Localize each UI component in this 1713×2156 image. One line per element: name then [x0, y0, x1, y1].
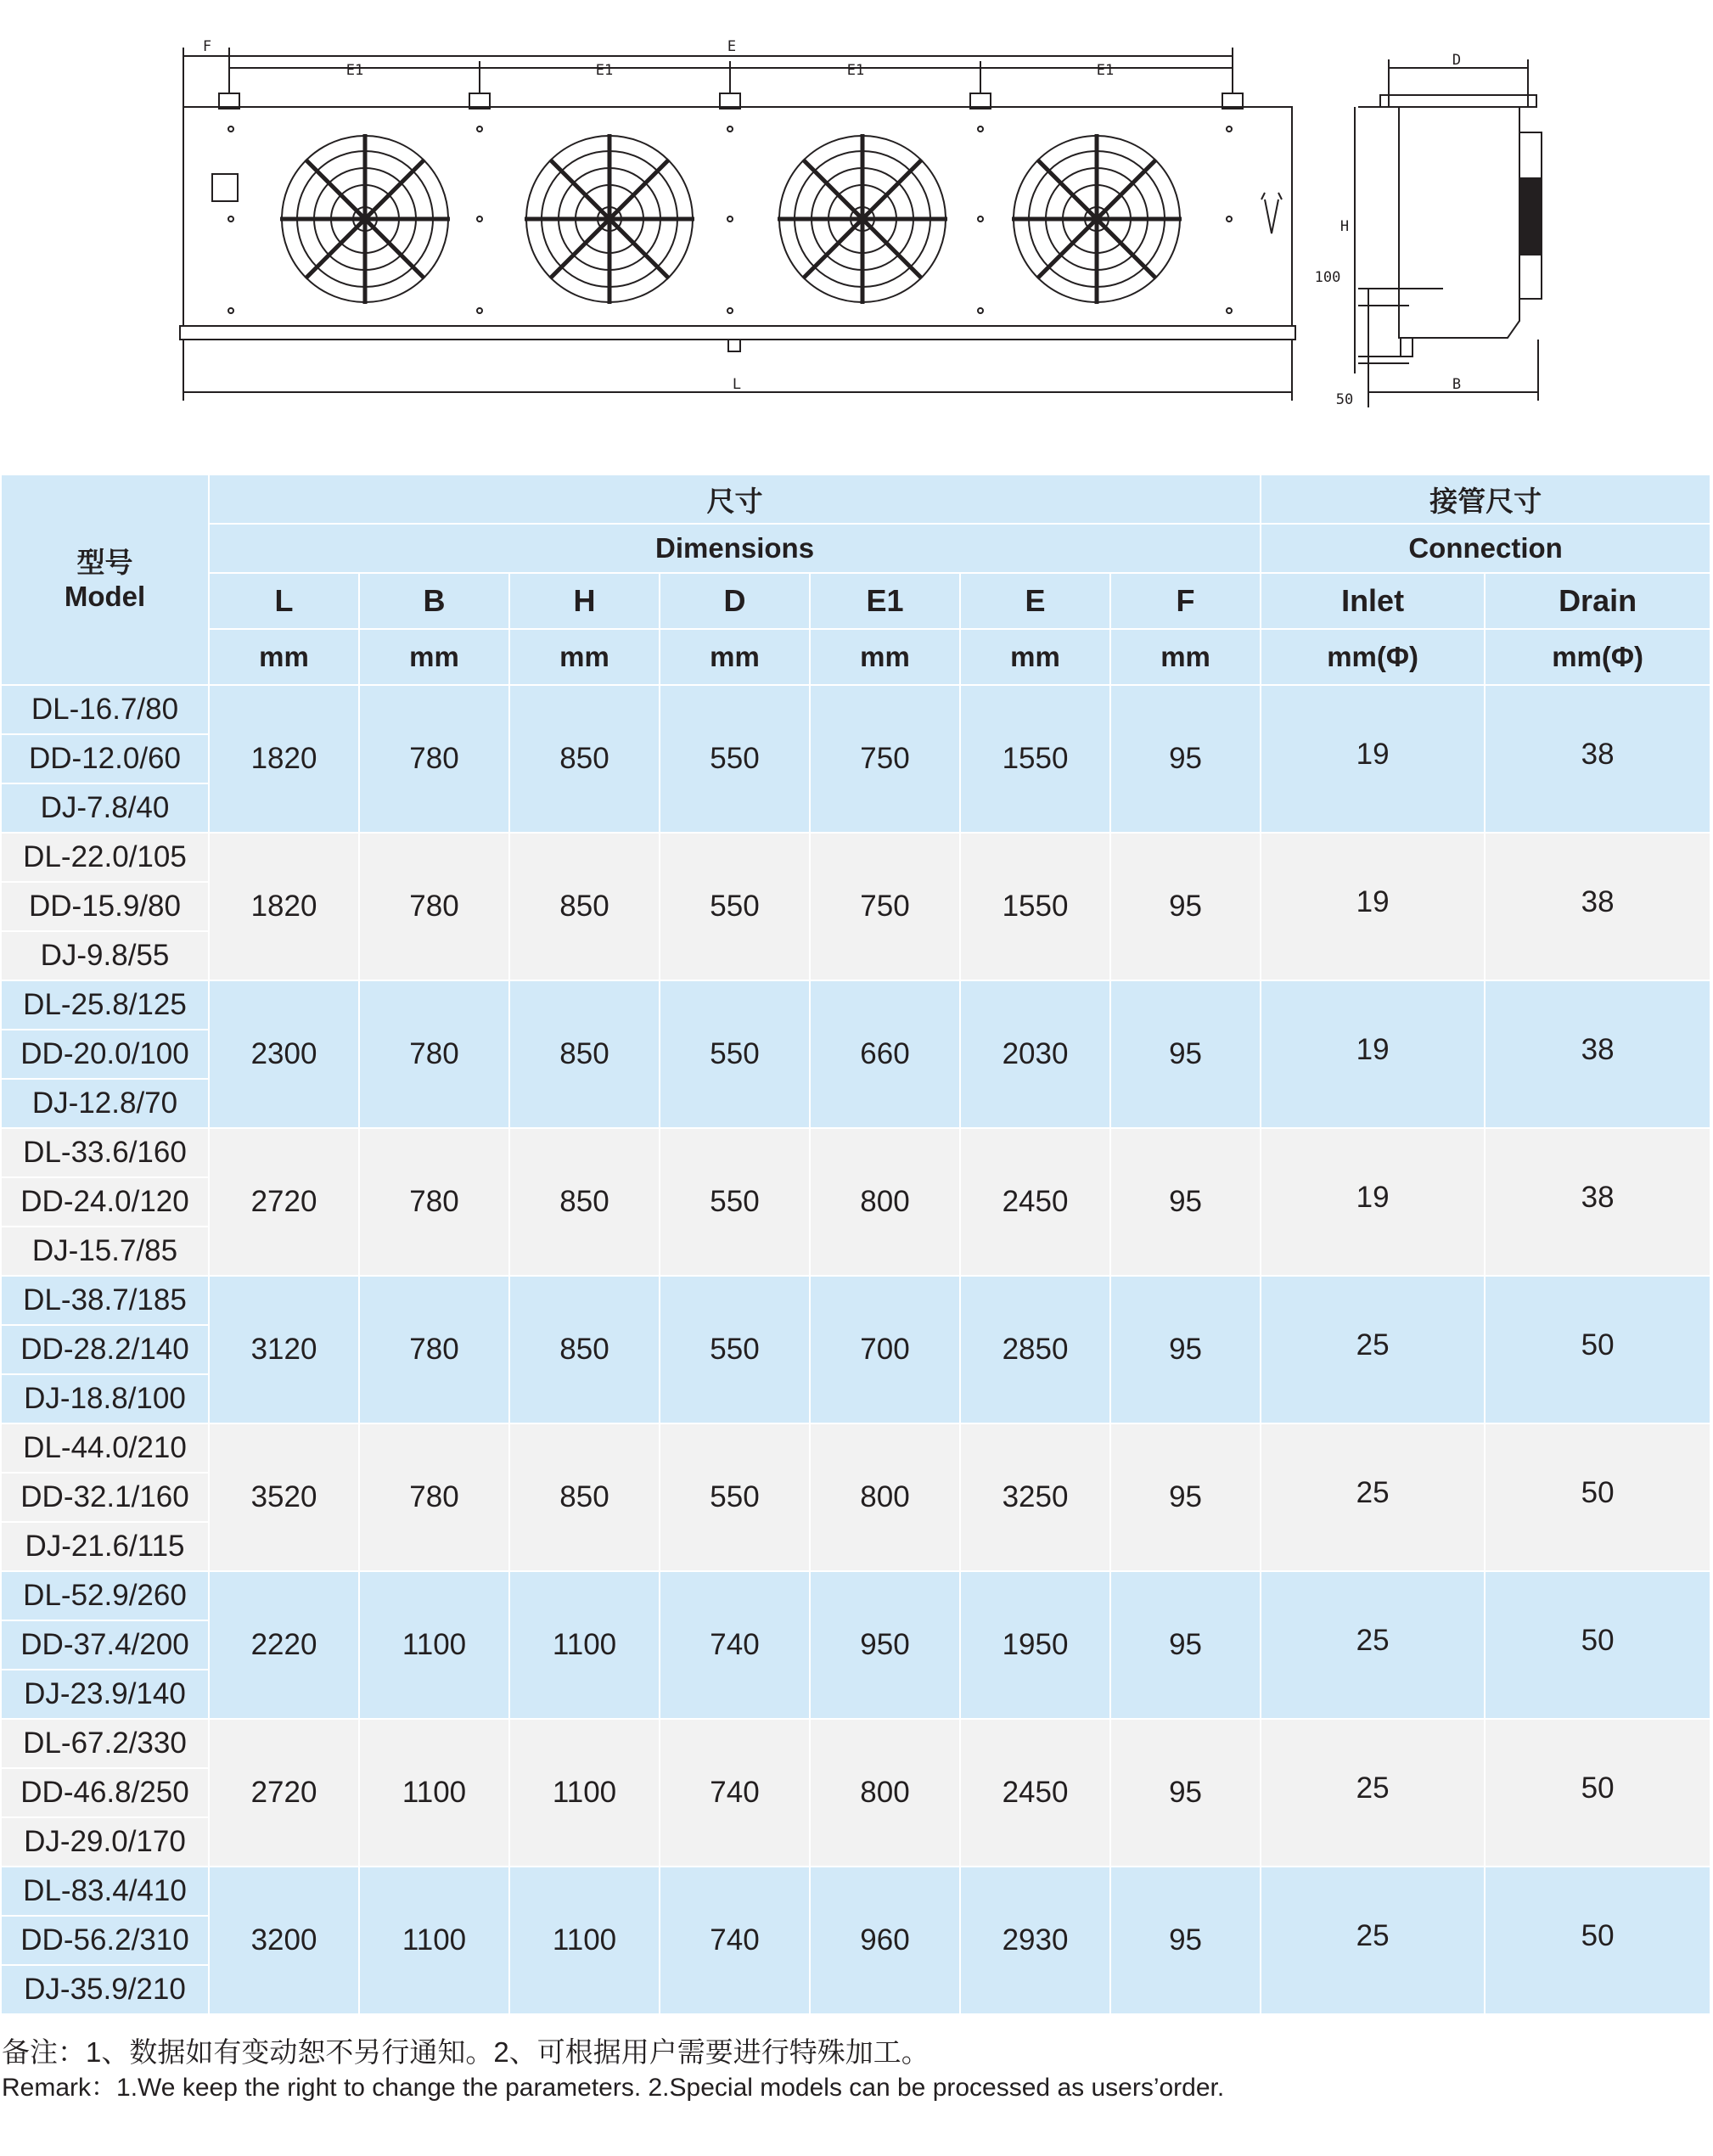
column-unit: mm — [509, 629, 660, 685]
model-name: DJ-18.8/100 — [1, 1374, 209, 1423]
label-e1-2: E1 — [595, 62, 614, 79]
connection-value: 25 — [1356, 1919, 1390, 1952]
table-row — [1, 833, 1710, 882]
model-name: DD-46.8/250 — [1, 1768, 209, 1817]
model-name: DJ-29.0/170 — [1, 1817, 209, 1867]
fan-1 — [280, 134, 450, 304]
dimension-value: 800 — [810, 1719, 960, 1867]
remark-cn: 备注：1、数据如有变动恕不另行通知。2、可根据用户需要进行特殊加工。 — [2, 2036, 930, 2068]
connection-cell — [1485, 1867, 1710, 2014]
dimension-value: 550 — [660, 1423, 810, 1571]
remarks — [2, 2034, 1224, 2105]
dimension-value: 750 — [810, 685, 960, 833]
connection-cell — [1485, 1423, 1710, 1571]
model-name: DJ-12.8/70 — [1, 1079, 209, 1128]
column-unit: mm — [1110, 629, 1261, 685]
table-body — [1, 685, 1710, 2014]
dimension-value: 2450 — [960, 1128, 1110, 1276]
drain-tray-front — [180, 326, 1295, 340]
dimension-value: 700 — [810, 1276, 960, 1423]
dimension-value: 2930 — [960, 1867, 1110, 2014]
column-symbol: B — [359, 573, 509, 629]
model-header-en: Model — [64, 581, 146, 612]
dimension-value: 850 — [509, 833, 660, 980]
dimension-value: 1100 — [359, 1571, 509, 1719]
connection-cell — [1485, 1719, 1710, 1867]
dimension-value: 1100 — [509, 1867, 660, 2014]
connection-value: 50 — [1581, 1624, 1615, 1657]
model-name: DL-67.2/330 — [1, 1719, 209, 1768]
model-header — [1, 474, 209, 685]
dimension-value: 740 — [660, 1867, 810, 2014]
label-e1-3: E1 — [846, 62, 865, 79]
connection-header-en: Connection — [1261, 524, 1710, 573]
connection-cell — [1261, 1719, 1485, 1867]
connection-cell — [1485, 1128, 1710, 1276]
dimension-value: 95 — [1110, 833, 1261, 980]
table-row — [1, 1423, 1710, 1473]
table-row — [1, 1719, 1710, 1768]
connection-cell — [1485, 833, 1710, 980]
label-e: E — [727, 38, 737, 55]
dimension-value: 780 — [359, 1423, 509, 1571]
model-name: DD-28.2/140 — [1, 1325, 209, 1374]
column-unit: mm(Φ) — [1261, 629, 1485, 685]
dimension-value: 95 — [1110, 685, 1261, 833]
label-f: F — [202, 38, 212, 55]
dimension-value: 850 — [509, 685, 660, 833]
unit-cooler-drawing — [0, 0, 1713, 458]
dimension-value: 1950 — [960, 1571, 1110, 1719]
dimension-value: 95 — [1110, 1719, 1261, 1867]
dimension-value: 1550 — [960, 833, 1110, 980]
dimension-value: 800 — [810, 1423, 960, 1571]
dimension-value: 1550 — [960, 685, 1110, 833]
dimension-value: 950 — [810, 1571, 960, 1719]
dimension-value: 550 — [660, 1128, 810, 1276]
model-name: DL-52.9/260 — [1, 1571, 209, 1620]
dimension-value: 850 — [509, 1276, 660, 1423]
remark-en: Remark：1.We keep the right to change the parameters. 2.Special models can be processed as users’order. — [2, 2074, 1225, 2102]
dimension-value: 3120 — [209, 1276, 359, 1423]
connection-cell — [1261, 1423, 1485, 1571]
table-row — [1, 1571, 1710, 1620]
dimension-value: 95 — [1110, 1571, 1261, 1719]
dimension-value: 850 — [509, 1423, 660, 1571]
connection-value: 50 — [1581, 1328, 1615, 1362]
model-name: DD-37.4/200 — [1, 1620, 209, 1670]
dimension-value: 780 — [359, 833, 509, 980]
table-row — [1, 980, 1710, 1030]
model-name: DL-25.8/125 — [1, 980, 209, 1030]
column-unit: mm — [810, 629, 960, 685]
connection-value: 50 — [1581, 1771, 1615, 1805]
model-name: DJ-35.9/210 — [1, 1965, 209, 2014]
dimension-value: 1100 — [359, 1867, 509, 2014]
dimension-value: 3200 — [209, 1867, 359, 2014]
electrical-box-icon — [212, 174, 238, 201]
dimension-value: 850 — [509, 980, 660, 1128]
model-name: DD-56.2/310 — [1, 1916, 209, 1965]
casing-front — [183, 107, 1292, 326]
dimension-value: 1100 — [509, 1571, 660, 1719]
dimension-value: 95 — [1110, 1128, 1261, 1276]
connection-cell — [1485, 1571, 1710, 1719]
column-symbol: L — [209, 573, 359, 629]
column-unit: mm — [359, 629, 509, 685]
dimension-value: 550 — [660, 1276, 810, 1423]
label-50: 50 — [1335, 391, 1354, 408]
model-name: DD-32.1/160 — [1, 1473, 209, 1522]
connection-value: 19 — [1356, 1033, 1390, 1066]
dimension-value: 95 — [1110, 1423, 1261, 1571]
connection-value: 50 — [1581, 1919, 1615, 1952]
connection-cell — [1261, 1128, 1485, 1276]
model-name: DJ-21.6/115 — [1, 1522, 209, 1571]
dimensions-header-cn: 尺寸 — [209, 474, 1261, 524]
model-name: DJ-23.9/140 — [1, 1670, 209, 1719]
model-name: DD-24.0/120 — [1, 1177, 209, 1227]
table-row — [1, 685, 1710, 734]
connection-value: 38 — [1581, 738, 1615, 771]
dimension-value: 780 — [359, 685, 509, 833]
dimension-value: 95 — [1110, 1276, 1261, 1423]
column-unit: mm(Φ) — [1485, 629, 1710, 685]
dimension-value: 550 — [660, 685, 810, 833]
specification-table — [0, 474, 1711, 2015]
connection-cell — [1261, 833, 1485, 980]
connection-cell — [1261, 980, 1485, 1128]
label-100: 100 — [1314, 269, 1341, 286]
model-name: DL-83.4/410 — [1, 1867, 209, 1916]
dimension-value: 550 — [660, 980, 810, 1128]
connection-value: 25 — [1356, 1771, 1390, 1805]
dimension-value: 960 — [810, 1867, 960, 2014]
connection-value: 19 — [1356, 1181, 1390, 1214]
connection-header-cn: 接管尺寸 — [1261, 474, 1710, 524]
connection-cell — [1485, 1276, 1710, 1423]
column-unit: mm — [209, 629, 359, 685]
connection-cell — [1485, 980, 1710, 1128]
dimension-value: 850 — [509, 1128, 660, 1276]
connection-value: 25 — [1356, 1476, 1390, 1509]
model-name: DJ-9.8/55 — [1, 931, 209, 980]
model-name: DL-16.7/80 — [1, 685, 209, 734]
dimension-value: 750 — [810, 833, 960, 980]
dimension-value: 3250 — [960, 1423, 1110, 1571]
column-symbol: F — [1110, 573, 1261, 629]
model-header-cn: 型号 — [76, 547, 133, 578]
label-b: B — [1452, 376, 1462, 393]
dimension-value: 1100 — [359, 1719, 509, 1867]
model-name: DJ-15.7/85 — [1, 1227, 209, 1276]
fan-3 — [778, 134, 947, 304]
connection-value: 25 — [1356, 1328, 1390, 1362]
dimension-value: 780 — [359, 1276, 509, 1423]
model-name: DD-20.0/100 — [1, 1030, 209, 1079]
dimension-value: 2720 — [209, 1128, 359, 1276]
dimension-value: 2220 — [209, 1571, 359, 1719]
table-row — [1, 1128, 1710, 1177]
connection-cell — [1261, 685, 1485, 833]
connection-value: 19 — [1356, 738, 1390, 771]
connection-cell — [1261, 1276, 1485, 1423]
connection-value: 19 — [1356, 885, 1390, 918]
connection-cell — [1485, 685, 1710, 833]
dimension-value: 2720 — [209, 1719, 359, 1867]
connection-value: 38 — [1581, 1181, 1615, 1214]
dimension-value: 660 — [810, 980, 960, 1128]
model-name: DD-12.0/60 — [1, 734, 209, 783]
dimension-value: 1100 — [509, 1719, 660, 1867]
model-name: DL-33.6/160 — [1, 1128, 209, 1177]
label-e1-4: E1 — [1096, 62, 1115, 79]
column-symbol: E — [960, 573, 1110, 629]
dimension-value: 95 — [1110, 980, 1261, 1128]
side-view — [1355, 59, 1542, 407]
column-symbol: H — [509, 573, 660, 629]
dimension-value: 2850 — [960, 1276, 1110, 1423]
model-name: DL-44.0/210 — [1, 1423, 209, 1473]
model-name: DJ-7.8/40 — [1, 783, 209, 833]
dimension-value: 800 — [810, 1128, 960, 1276]
connection-value: 38 — [1581, 1033, 1615, 1066]
column-symbol: Drain — [1485, 573, 1710, 629]
connection-cell — [1261, 1571, 1485, 1719]
label-l: L — [732, 376, 742, 393]
dimension-value: 780 — [359, 1128, 509, 1276]
model-name: DL-22.0/105 — [1, 833, 209, 882]
dimension-value: 2030 — [960, 980, 1110, 1128]
label-e1-1: E1 — [345, 62, 364, 79]
dimension-value: 1820 — [209, 685, 359, 833]
dimension-value: 740 — [660, 1571, 810, 1719]
dimension-value: 2300 — [209, 980, 359, 1128]
dimension-value: 780 — [359, 980, 509, 1128]
connection-value: 38 — [1581, 885, 1615, 918]
dimension-value: 1820 — [209, 833, 359, 980]
dimension-value: 95 — [1110, 1867, 1261, 2014]
label-d: D — [1452, 52, 1462, 69]
dimension-value: 3520 — [209, 1423, 359, 1571]
dimension-value: 2450 — [960, 1719, 1110, 1867]
label-h: H — [1340, 218, 1350, 235]
model-name: DL-38.7/185 — [1, 1276, 209, 1325]
fan-2 — [525, 134, 694, 304]
connection-value: 50 — [1581, 1476, 1615, 1509]
connection-cell — [1261, 1867, 1485, 2014]
column-unit: mm — [960, 629, 1110, 685]
table-row — [1, 1276, 1710, 1325]
model-name: DD-15.9/80 — [1, 882, 209, 931]
column-symbol: D — [660, 573, 810, 629]
column-symbol: Inlet — [1261, 573, 1485, 629]
column-symbol: E1 — [810, 573, 960, 629]
connection-value: 25 — [1356, 1624, 1390, 1657]
dimensions-header-en: Dimensions — [209, 524, 1261, 573]
dimension-value: 740 — [660, 1719, 810, 1867]
table-row — [1, 1867, 1710, 1916]
fan-4 — [1012, 134, 1182, 304]
column-unit: mm — [660, 629, 810, 685]
dimension-value: 550 — [660, 833, 810, 980]
